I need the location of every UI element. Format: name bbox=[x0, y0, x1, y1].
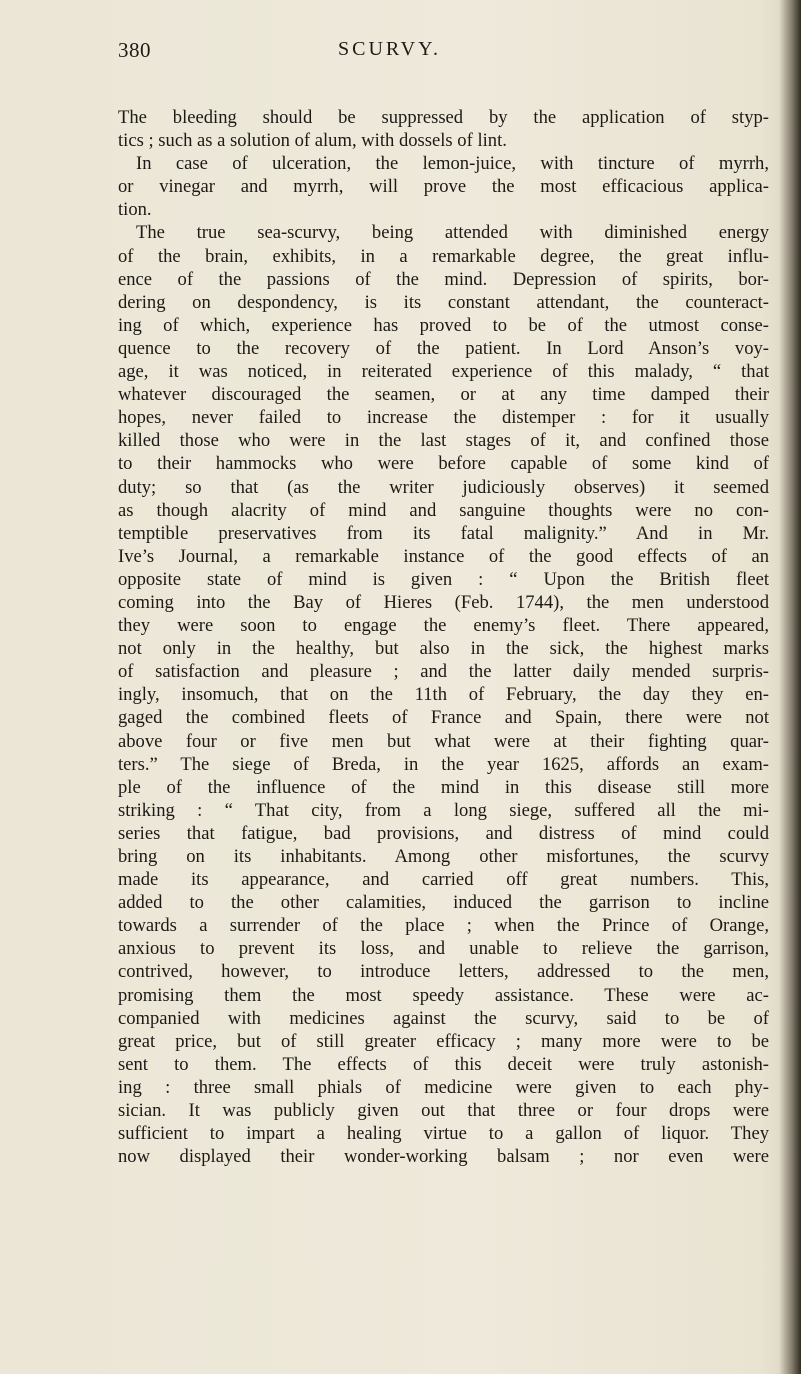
text-line: In case of ulceration, the lemon-juice, with tincture of myrrh, bbox=[136, 153, 769, 175]
text-line: ing : three small phials of medicine were given to each phy- bbox=[118, 1076, 769, 1098]
text-line: ple of the influence of the mind in this disease still more bbox=[118, 776, 769, 798]
text-line: of the brain, exhibits, in a remarkable degree, the great influ- bbox=[118, 245, 769, 267]
text-line: killed those who were in the last stages of it, and confined those bbox=[118, 430, 769, 452]
text-line: quence to the recovery of the patient. In Lord Anson’s voy- bbox=[118, 337, 769, 359]
text-line: The true sea-scurvy, being attended with diminished energy bbox=[136, 222, 769, 244]
text-line: The bleeding should be suppressed by the application of styp- bbox=[118, 107, 769, 128]
text-line: bring on its inhabitants. Among other misfortunes, the scurvy bbox=[118, 846, 769, 867]
text-line: of satisfaction and pleasure ; and the latter daily mended surpris- bbox=[118, 661, 769, 683]
text-line: they were soon to engage the enemy’s fleet. There appeared, bbox=[118, 615, 769, 637]
text-line: tion. bbox=[118, 199, 152, 221]
text-line: ing of which, experience has proved to be of the utmost conse- bbox=[118, 314, 769, 336]
text-line: contrived, however, to introduce letters, addressed to the men, bbox=[118, 961, 769, 983]
text-line: whatever discouraged the seamen, or at any time damped their bbox=[118, 384, 769, 406]
text-line: as though alacrity of mind and sanguine thoughts were no con- bbox=[118, 499, 769, 521]
text-line: great price, but of still greater efficacy ; many more were to be bbox=[118, 1030, 769, 1052]
text-line: promising them the most speedy assistance. These were ac- bbox=[118, 984, 769, 1006]
text-line: above four or five men but what were at their fighting quar- bbox=[118, 730, 769, 752]
text-line: striking : “ That city, from a long siege, suffered all the mi- bbox=[118, 799, 769, 821]
text-line: anxious to prevent its loss, and unable to relieve the garrison, bbox=[118, 938, 769, 960]
text-line: or vinegar and myrrh, will prove the most efficacious applica- bbox=[118, 176, 769, 198]
text-line: sician. It was publicly given out that three or four drops were bbox=[118, 1100, 769, 1122]
page-header bbox=[118, 38, 678, 68]
text-line: ence of the passions of the mind. Depression of spirits, bor- bbox=[118, 268, 769, 290]
text-line: series that fatigue, bad provisions, and distress of mind could bbox=[118, 822, 769, 844]
text-line: coming into the Bay of Hieres (Feb. 1744), the men understood bbox=[118, 591, 769, 613]
page-number: 380 bbox=[118, 38, 151, 62]
text-line: to their hammocks who were before capable of some kind of bbox=[118, 453, 769, 475]
text-line: hopes, never failed to increase the distemper : for it usually bbox=[118, 407, 769, 429]
text-line: gaged the combined fleets of France and Spain, there were not bbox=[118, 707, 769, 729]
text-line: made its appearance, and carried off great numbers. This, bbox=[118, 869, 769, 891]
text-line: towards a surrender of the place ; when the Prince of Orange, bbox=[118, 915, 769, 937]
text-line: companied with medicines against the scurvy, said to be of bbox=[118, 1007, 769, 1029]
text-line: Ive’s Journal, a remarkable instance of the good effects of an bbox=[118, 545, 769, 567]
text-line: now displayed their wonder-working balsam ; nor even were bbox=[118, 1146, 769, 1168]
page-edge-shadow bbox=[779, 0, 801, 1374]
text-line: dering on despondency, is its constant attendant, the counteract- bbox=[118, 291, 769, 313]
text-line: temptible preservatives from its fatal malignity.” And in Mr. bbox=[118, 522, 769, 544]
text-line: sent to them. The effects of this deceit were truly astonish- bbox=[118, 1053, 769, 1075]
text-line: age, it was noticed, in reiterated experience of this malady, “ that bbox=[118, 361, 769, 383]
text-line: not only in the healthy, but also in the sick, the highest marks bbox=[118, 638, 769, 660]
text-line: ters.” The siege of Breda, in the year 1625, affords an exam- bbox=[118, 753, 769, 775]
text-line: duty; so that (as the writer judiciously observes) it seemed bbox=[118, 476, 769, 498]
text-line: tics ; such as a solution of alum, with dossels of lint. bbox=[118, 130, 507, 152]
running-head: SCURVY. bbox=[338, 38, 441, 60]
text-line: opposite state of mind is given : “ Upon the British fleet bbox=[118, 568, 769, 590]
text-line: added to the other calamities, induced the garrison to incline bbox=[118, 892, 769, 914]
text-line: ingly, insomuch, that on the 11th of February, the day they en- bbox=[118, 684, 769, 706]
body-text bbox=[118, 106, 769, 1168]
text-line: sufficient to impart a healing virtue to a gallon of liquor. They bbox=[118, 1123, 769, 1145]
